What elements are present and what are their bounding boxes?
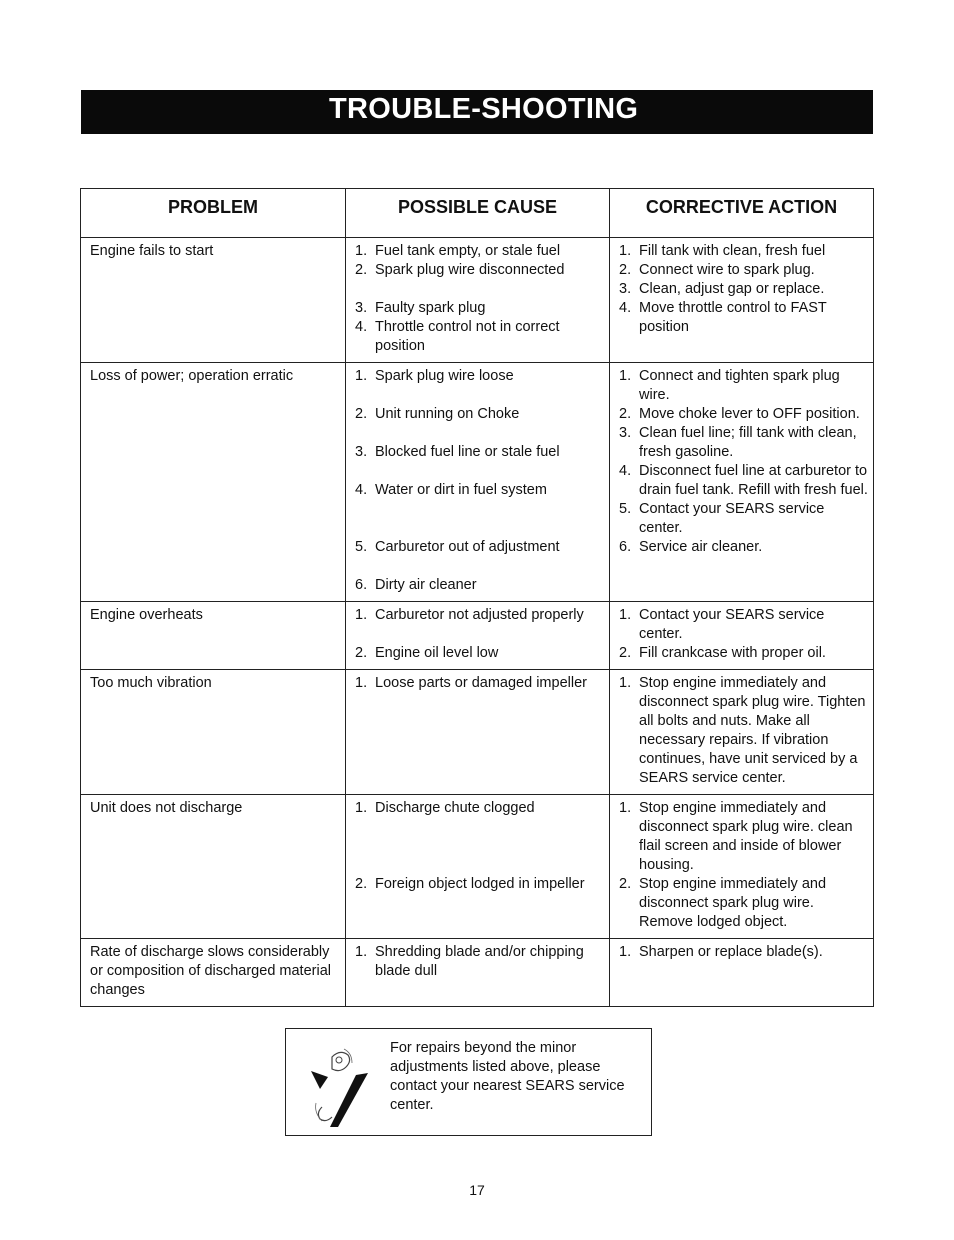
action-text: Connect and tighten spark plug wire. (639, 368, 840, 403)
action-item (619, 875, 869, 932)
cause-number: 4. (355, 319, 368, 335)
notice-text: For repairs beyond the minor adjustments listed above, please contact your nearest SEARS service center. (390, 1040, 625, 1113)
table-row (81, 602, 874, 670)
problem-text: Unit does not discharge (90, 800, 243, 816)
action-item (619, 943, 869, 962)
action-text: Stop engine immediately and disconnect spark plug wire. Tighten all bolts and nuts. Make all necessary repairs. If vibration continues, have unit serviced by a SEARS service center. (639, 675, 866, 786)
action-item (619, 606, 869, 644)
cause-number: 6. (355, 577, 368, 593)
cause-item (355, 538, 605, 557)
cause-text: Carburetor not adjusted properly (375, 607, 584, 623)
action-item (619, 644, 869, 663)
cause-text: Water or dirt in fuel system (375, 482, 547, 498)
cause-item (355, 799, 605, 818)
action-number: 1. (619, 243, 632, 259)
action-number: 3. (619, 281, 632, 297)
cause-text: Unit running on Choke (375, 406, 520, 422)
table-row (81, 939, 874, 1007)
action-item (619, 799, 869, 875)
cause-text: Spark plug wire disconnected (375, 262, 565, 278)
cause-cell (346, 670, 610, 795)
page-title: TROUBLE-SHOOTING (329, 93, 639, 125)
action-number: 2. (619, 645, 632, 661)
action-number: 6. (619, 539, 632, 555)
cause-item (355, 367, 605, 386)
action-text: Move throttle control to FAST position (639, 300, 827, 335)
action-number: 1. (619, 800, 632, 816)
action-cell (610, 363, 874, 602)
cause-number: 2. (355, 406, 368, 422)
table-header-row (81, 189, 874, 238)
problem-text: Rate of discharge slows considerably or composition of discharged material changes (90, 944, 331, 998)
cause-cell (346, 238, 610, 363)
cause-cell (346, 363, 610, 602)
action-number: 2. (619, 876, 632, 892)
cause-item (355, 875, 605, 894)
cause-number: 2. (355, 876, 368, 892)
cause-number: 2. (355, 645, 368, 661)
cause-text: Throttle control not in correct position (375, 319, 560, 354)
action-item (619, 674, 869, 788)
cause-number: 2. (355, 262, 368, 278)
problem-cell (81, 363, 346, 602)
cause-text: Engine oil level low (375, 645, 499, 661)
action-cell (610, 238, 874, 363)
cause-cell (346, 795, 610, 939)
action-item (619, 299, 869, 337)
cause-number: 1. (355, 800, 368, 816)
cause-item (355, 644, 605, 663)
table-row (81, 795, 874, 939)
cause-item (355, 481, 605, 500)
cause-item (355, 943, 605, 981)
cause-text: Loose parts or damaged impeller (375, 675, 587, 691)
action-text: Contact your SEARS service center. (639, 607, 825, 642)
action-item (619, 405, 869, 424)
cause-item (355, 242, 605, 261)
action-item (619, 424, 869, 462)
problem-cell (81, 795, 346, 939)
action-item (619, 367, 869, 405)
header-problem: PROBLEM (81, 189, 346, 238)
action-cell (610, 670, 874, 795)
action-text: Fill crankcase with proper oil. (639, 645, 826, 661)
action-item (619, 242, 869, 261)
cause-number: 5. (355, 539, 368, 555)
action-number: 4. (619, 300, 632, 316)
action-cell (610, 602, 874, 670)
cause-item (355, 606, 605, 625)
action-text: Clean fuel line; fill tank with clean, fresh gasoline. (639, 425, 857, 460)
action-item (619, 538, 869, 557)
cause-item (355, 299, 605, 318)
cause-text: Faulty spark plug (375, 300, 486, 316)
action-cell (610, 939, 874, 1007)
cause-text: Dirty air cleaner (375, 577, 477, 593)
table-row (81, 238, 874, 363)
problem-cell (81, 602, 346, 670)
cause-item (355, 261, 605, 280)
action-item (619, 462, 869, 500)
action-number: 1. (619, 944, 632, 960)
problem-cell (81, 238, 346, 363)
cause-cell (346, 602, 610, 670)
page-number: 17 (469, 1182, 485, 1198)
action-item (619, 261, 869, 280)
cause-number: 1. (355, 675, 368, 691)
problem-text: Engine overheats (90, 607, 203, 623)
action-text: Sharpen or replace blade(s). (639, 944, 823, 960)
problem-cell (81, 670, 346, 795)
problem-text: Loss of power; operation erratic (90, 368, 294, 384)
action-number: 1. (619, 607, 632, 623)
telephone-icon (308, 1037, 370, 1129)
action-text: Contact your SEARS service center. (639, 501, 825, 536)
cause-text: Spark plug wire loose (375, 368, 514, 384)
service-notice (285, 1028, 652, 1136)
cause-number: 3. (355, 300, 368, 316)
cause-item (355, 318, 605, 356)
cause-number: 1. (355, 243, 368, 259)
action-number: 3. (619, 425, 632, 441)
cause-item (355, 674, 605, 693)
action-number: 5. (619, 501, 632, 517)
cause-text: Discharge chute clogged (375, 800, 535, 816)
cause-item (355, 576, 605, 595)
action-text: Stop engine immediately and disconnect spark plug wire. Remove lodged object. (639, 876, 827, 930)
action-text: Stop engine immediately and disconnect spark plug wire. clean flail screen and inside of blower housing. (639, 800, 853, 873)
cause-text: Shredding blade and/or chipping blade dull (375, 944, 584, 979)
action-number: 1. (619, 675, 632, 691)
cause-text: Fuel tank empty, or stale fuel (375, 243, 561, 259)
action-item (619, 500, 869, 538)
header-corrective-action: CORRECTIVE ACTION (610, 189, 874, 238)
action-number: 1. (619, 368, 632, 384)
cause-number: 3. (355, 444, 368, 460)
action-cell (610, 795, 874, 939)
table-row (81, 363, 874, 602)
problem-text: Too much vibration (90, 675, 212, 691)
cause-cell (346, 939, 610, 1007)
action-number: 2. (619, 406, 632, 422)
action-text: Service air cleaner. (639, 539, 763, 555)
cause-text: Foreign object lodged in impeller (375, 876, 585, 892)
action-number: 2. (619, 262, 632, 278)
cause-text: Carburetor out of adjustment (375, 539, 560, 555)
action-text: Clean, adjust gap or replace. (639, 281, 825, 297)
table-row (81, 670, 874, 795)
title-banner (81, 90, 873, 134)
problem-cell (81, 939, 346, 1007)
cause-item (355, 443, 605, 462)
cause-number: 1. (355, 944, 368, 960)
cause-number: 4. (355, 482, 368, 498)
action-text: Move choke lever to OFF position. (639, 406, 860, 422)
cause-item (355, 405, 605, 424)
action-text: Disconnect fuel line at carburetor to drain fuel tank. Refill with fresh fuel. (639, 463, 868, 498)
action-text: Fill tank with clean, fresh fuel (639, 243, 826, 259)
problem-text: Engine fails to start (90, 243, 214, 259)
cause-text: Blocked fuel line or stale fuel (375, 444, 560, 460)
troubleshooting-table (80, 188, 874, 1007)
action-text: Connect wire to spark plug. (639, 262, 815, 278)
header-possible-cause: POSSIBLE CAUSE (346, 189, 610, 238)
action-number: 4. (619, 463, 632, 479)
cause-number: 1. (355, 368, 368, 384)
action-item (619, 280, 869, 299)
cause-number: 1. (355, 607, 368, 623)
